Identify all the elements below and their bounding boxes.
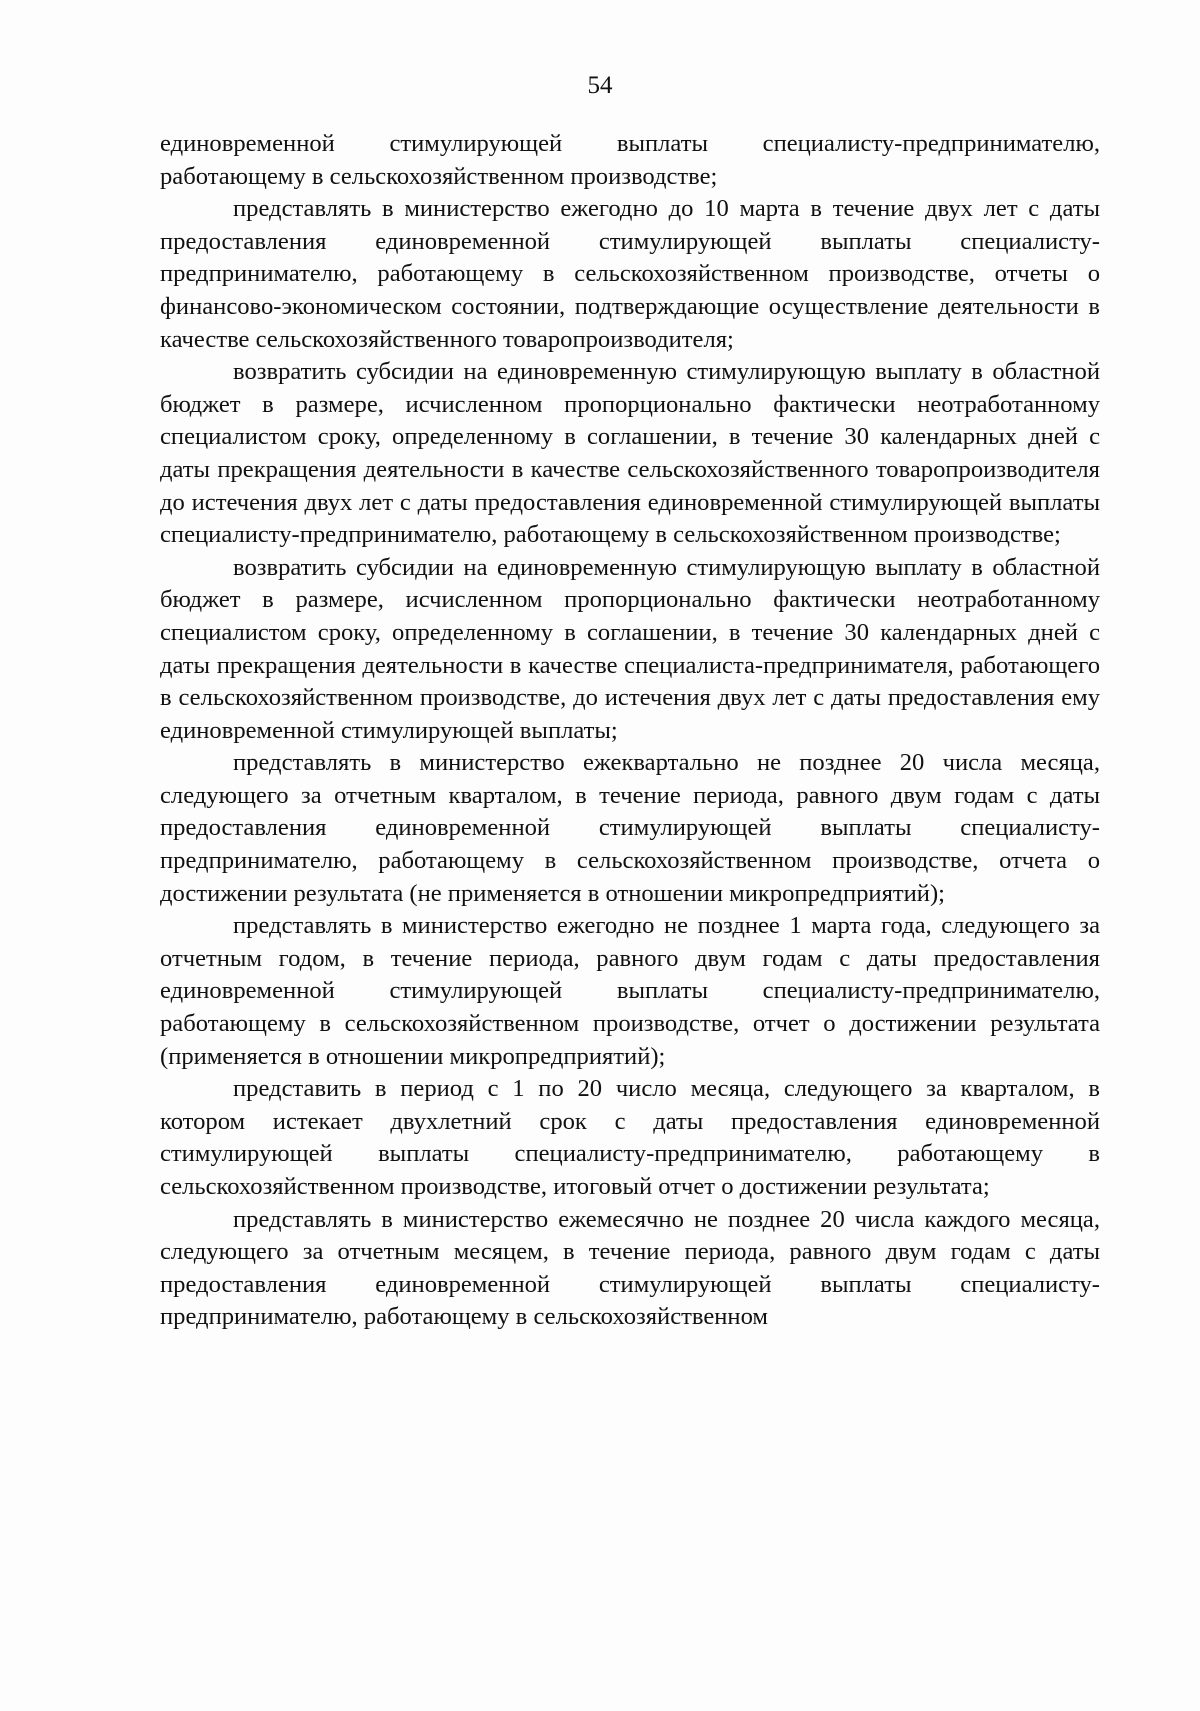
- paragraph-2: представлять в министерство ежегодно до 10 марта в течение двух лет с даты предоставления единовременной стимулирующей выплаты специалисту-предпринимателю, работающему в сельскохозяйственном производстве, отчеты о финансово-экономическом состоянии, подтверждающие осуществление деятельности в качестве сельскохозяйственного товаропроизводителя;: [160, 195, 1100, 353]
- paragraph-8: представлять в министерство ежемесячно не позднее 20 числа каждого месяца, следующего за отчетным месяцем, в течение периода, равного двум годам с даты предоставления единовременной стимулирующей выплаты специалисту-предпринимателю, работающему в сельскохозяйственном: [160, 1205, 1100, 1331]
- paragraph-1: единовременной стимулирующей выплаты специалисту-предпринимателю, работающему в сельскохозяйственном производстве;: [160, 130, 1100, 190]
- page-number: 54: [587, 72, 613, 99]
- paragraph-6: представлять в министерство ежегодно не позднее 1 марта года, следующего за отчетным годом, в течение периода, равного двум годам с даты предоставления единовременной стимулирующей выплаты специалисту-предпринимателю, работающему в сельскохозяйственном производстве, отчет о достижении результата (применяется в отношении микропредприятий);: [160, 912, 1100, 1070]
- paragraph-4: возвратить субсидии на единовременную стимулирующую выплату в областной бюджет в размере, исчисленном пропорционально фактически неотработанному специалистом сроку, определенному в соглашении, в течение 30 календарных дней с даты прекращения деятельности в качестве специалиста-предпринимателя, работающего в сельскохозяйственном производстве, до истечения двух лет с даты предоставления ему единовременной стимулирующей выплаты;: [160, 553, 1100, 744]
- paragraph-7: представить в период с 1 по 20 число месяца, следующего за кварталом, в котором истекает двухлетний срок с даты предоставления единовременной стимулирующей выплаты специалисту-предпринимателю, работающему в сельскохозяйственном производстве, итоговый отчет о достижении результата;: [160, 1075, 1100, 1200]
- document-body: [160, 128, 1100, 1334]
- paragraph-5: представлять в министерство ежеквартально не позднее 20 числа месяца, следующего за отчетным кварталом, в течение периода, равного двум годам с даты предоставления единовременной стимулирующей выплаты специалисту-предпринимателю, работающему в сельскохозяйственном производстве, отчета о достижении результата (не применяется в отношении микропредприятий);: [160, 749, 1100, 907]
- paragraph-3: возвратить субсидии на единовременную стимулирующую выплату в областной бюджет в размере, исчисленном пропорционально фактически неотработанному специалистом сроку, определенному в соглашении, в течение 30 календарных дней с даты прекращения деятельности в качестве сельскохозяйственного товаропроизводителя до истечения двух лет с даты предоставления единовременной стимулирующей выплаты специалисту-предпринимателю, работающему в сельскохозяйственном производстве;: [160, 358, 1100, 549]
